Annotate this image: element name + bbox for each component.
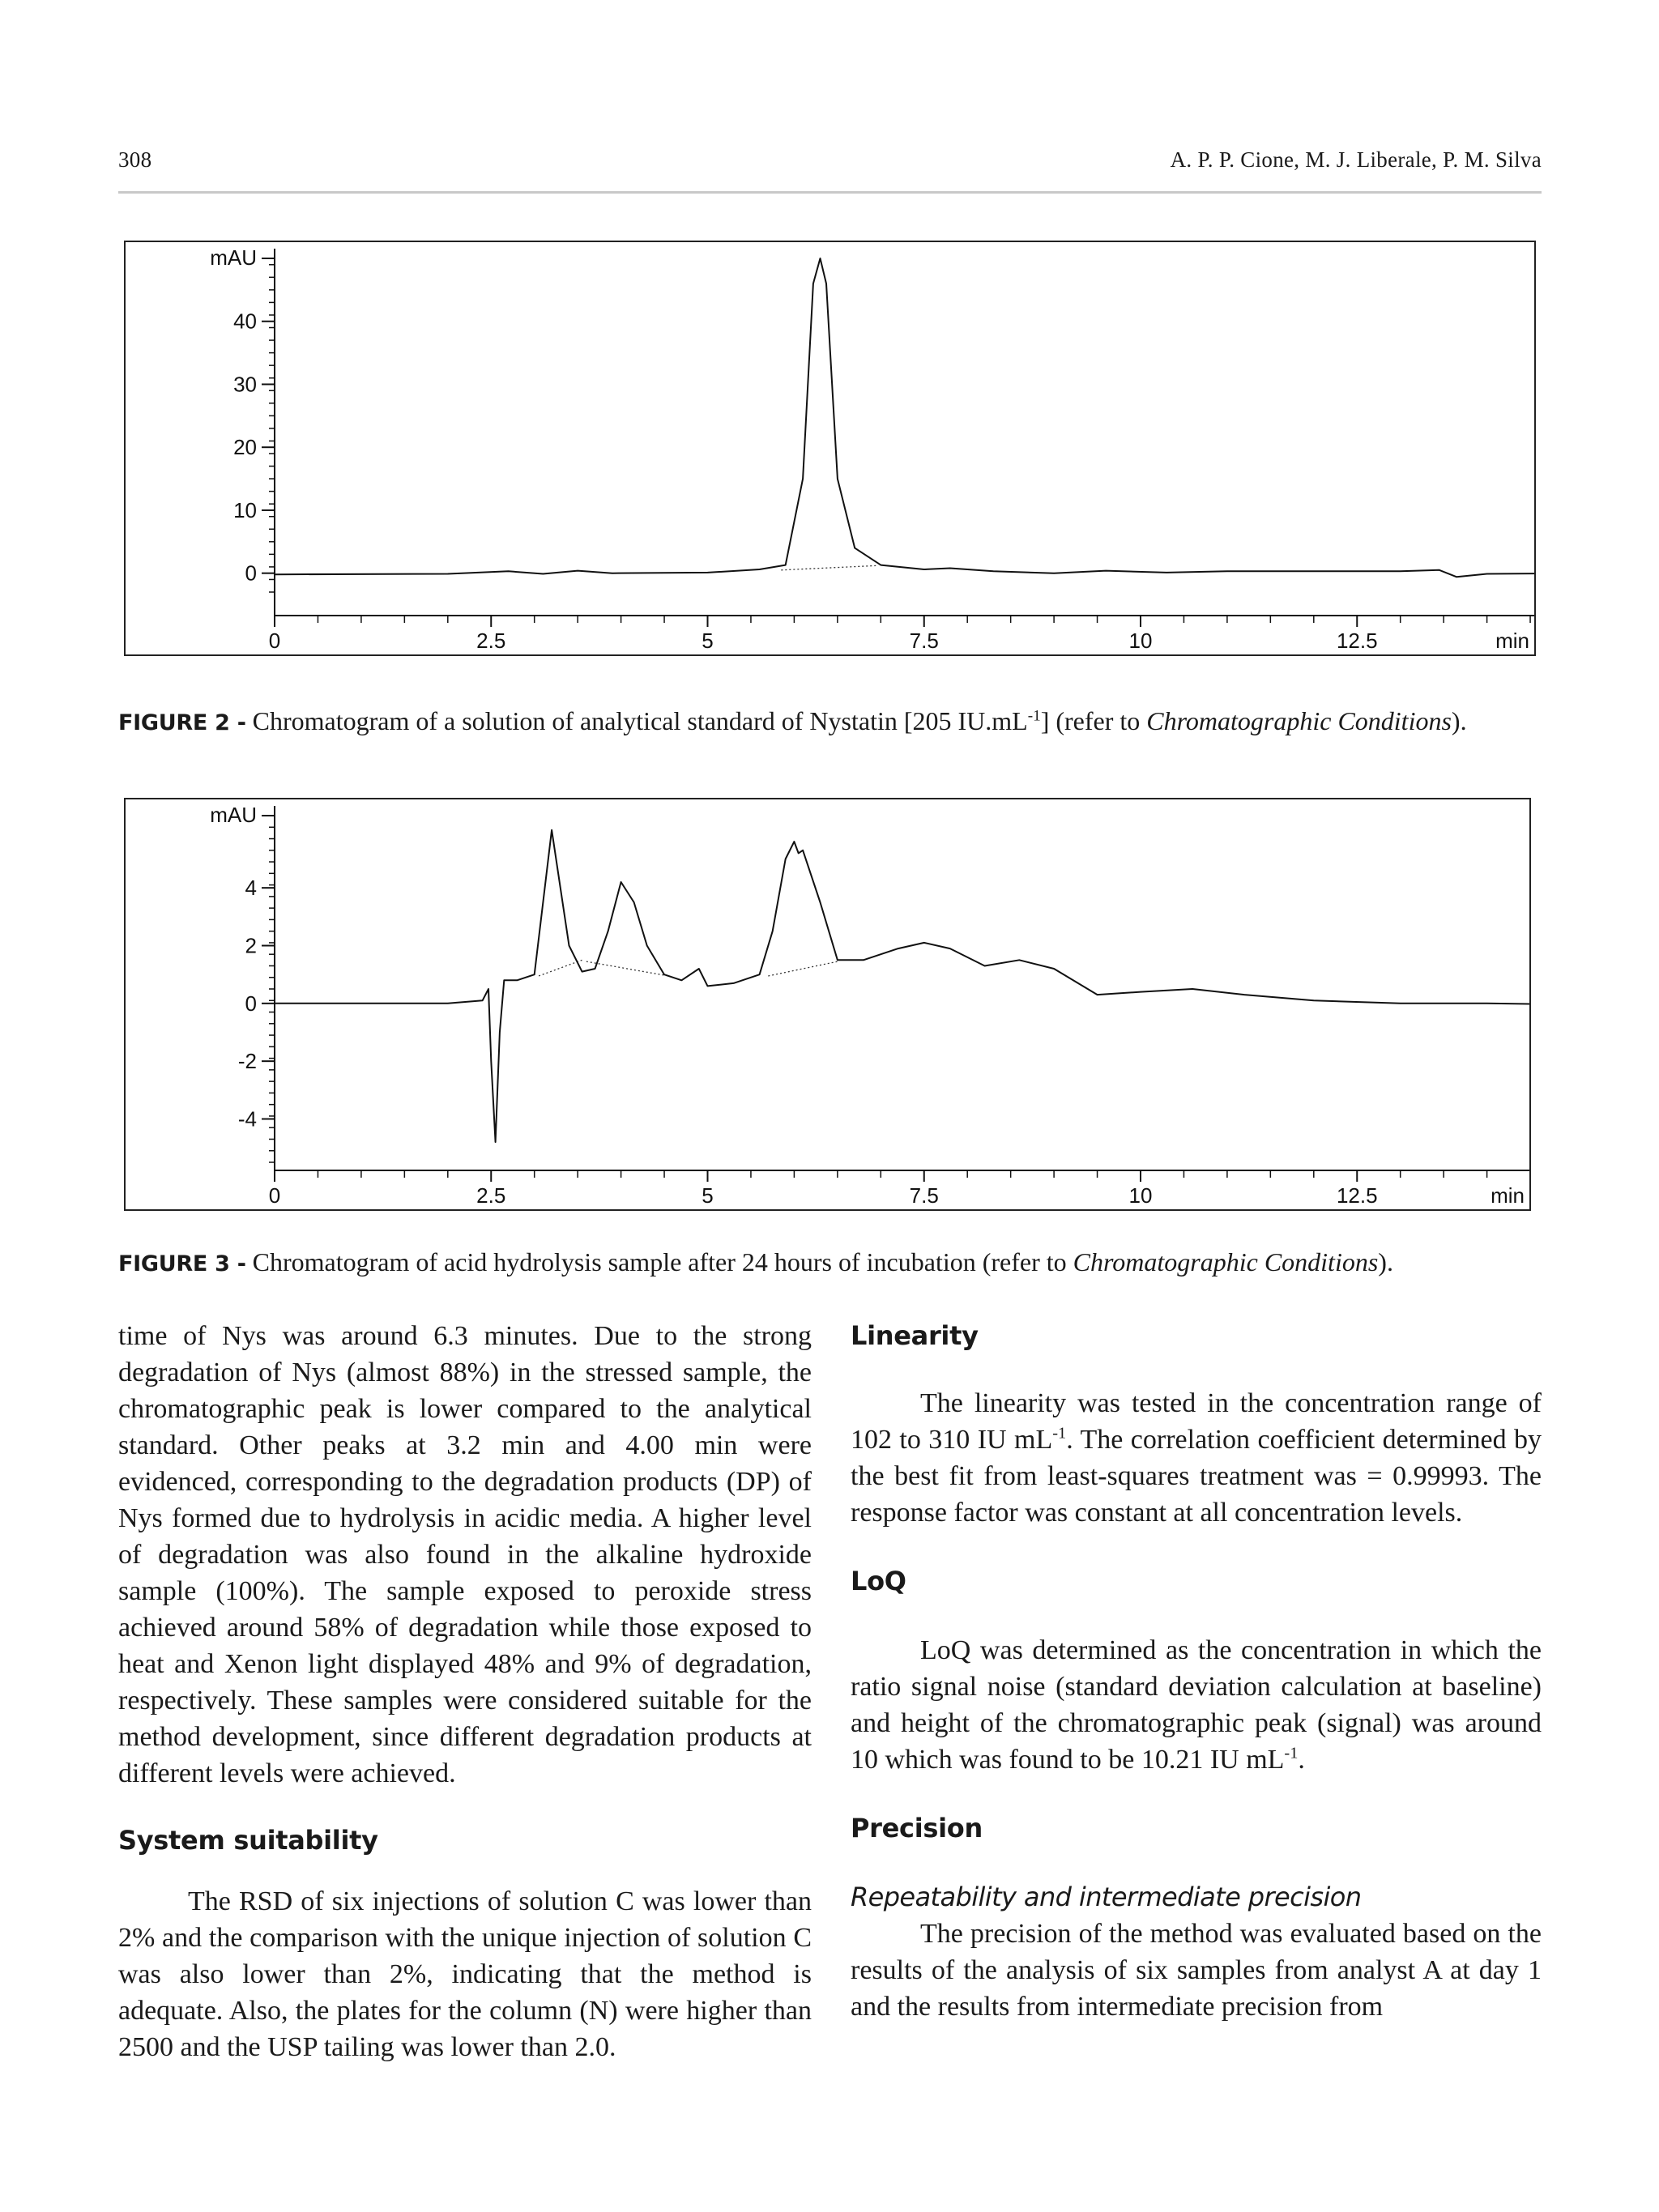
heading-linearity: Linearity	[851, 1320, 979, 1351]
figure-3-caption-end: ).	[1378, 1247, 1393, 1276]
x-tick-label: 2.5	[476, 629, 506, 653]
figure-2-caption-text: Chromatogram of a solution of analytical standard of Nystatin [205 IU.mL	[252, 706, 1028, 735]
y-tick-label: 10	[233, 497, 257, 522]
figure-2-caption-sup: -1	[1027, 707, 1041, 725]
x-tick-label: 12.5	[1336, 629, 1378, 653]
y-tick-label: 0	[245, 560, 257, 586]
x-tick-label: 7.5	[909, 1183, 939, 1208]
integration-baseline	[586, 961, 669, 976]
figure-2-label: FIGURE 2 -	[118, 710, 246, 735]
x-tick-label: 12.5	[1336, 1183, 1378, 1208]
figure-3-caption-text: Chromatogram of acid hydrolysis sample after 24 hours of incubation (refer to	[252, 1247, 1073, 1276]
x-axis-label: min	[1495, 629, 1529, 653]
figure-2-caption-mid: ] (refer to	[1040, 706, 1147, 735]
x-tick-label: 10	[1128, 629, 1153, 653]
linearity-text-a: The linearity was tested in the concentration range of 102 to 310 IU mL	[851, 1388, 1542, 1455]
figure-3-caption	[118, 1246, 1542, 1281]
running-authors: A. P. P. Cione, M. J. Liberale, P. M. Silva	[1170, 147, 1542, 172]
linearity-sup: -1	[1052, 1424, 1067, 1443]
figure-2-plot	[126, 242, 1534, 654]
linearity-paragraph	[851, 1385, 1542, 1531]
x-tick-label: 5	[702, 1183, 714, 1208]
y-axis-label: mAU	[210, 803, 257, 827]
figure-2-chromatogram	[124, 241, 1536, 656]
header-rule	[118, 191, 1542, 194]
loq-text-b: .	[1298, 1745, 1305, 1775]
figure-3-label: FIGURE 3 -	[118, 1251, 246, 1276]
chromatogram-trace	[275, 830, 1529, 1142]
y-tick-label: 2	[245, 933, 257, 958]
heading-system-suitability: System suitability	[118, 1825, 378, 1856]
y-tick-label: 20	[233, 435, 257, 460]
chromatogram-trace	[275, 258, 1534, 577]
figure-2-caption-italic: Chromatographic Conditions	[1146, 706, 1452, 735]
left-paragraph-1: time of Nys was around 6.3 minutes. Due to the strong degradation of Nys (almost 88%) in the stressed sample, the chromatographic peak is lower compared to the analytical standard. Other peaks at 3.2 min and 4.00 min were evidenced, corresponding to the degradation products (DP) of Nys formed due to hydrolysis in acidic media. A higher level of degradation was also found in the alkaline hydroxide sample (100%). The sample exposed to peroxide stress achieved around 58% of degradation while those exposed to heat and Xenon light displayed 48% and 9% of degradation, respectively. These samples were considered suitable for the method development, since different degradation products at different levels were achieved.	[118, 1321, 812, 1788]
y-tick-label: 40	[233, 309, 257, 334]
y-tick-label: -2	[237, 1049, 257, 1074]
y-axis-label: mAU	[210, 245, 257, 270]
x-tick-label: 7.5	[909, 629, 939, 653]
integration-baseline	[768, 961, 838, 976]
x-tick-label: 0	[268, 1183, 281, 1208]
y-tick-label: -4	[237, 1106, 257, 1132]
left-paragraph-2: The RSD of six injections of solution C was lower than 2% and the comparison with the unique injection of solution C was also lower than 2%, indicating that the method is adequate. Also, the plates for the column (N) were higher than 2500 and the USP tailing was lower than 2.0.	[118, 1886, 812, 2062]
loq-sup: -1	[1284, 1744, 1299, 1762]
y-tick-label: 30	[233, 372, 257, 397]
integration-baseline	[781, 565, 876, 569]
page-number: 308	[118, 147, 152, 172]
x-axis-label: min	[1491, 1183, 1525, 1208]
heading-precision: Precision	[851, 1813, 983, 1843]
left-column	[118, 1318, 812, 2065]
x-tick-label: 10	[1128, 1183, 1153, 1208]
x-tick-label: 2.5	[476, 1183, 506, 1208]
y-tick-label: 4	[245, 876, 257, 901]
integration-baseline	[539, 960, 582, 976]
precision-paragraph: The precision of the method was evaluated based on the results of the analysis of six samples from analyst A at day 1 and the results from intermediate precision from	[851, 1919, 1542, 2022]
y-tick-label: 0	[245, 991, 257, 1016]
loq-text-a: LoQ was determined as the concentration in which the ratio signal noise (standard deviation calculation at baseline) and height of the chromatographic peak (signal) was around 10 which was found to be 10.21 IU mL	[851, 1635, 1542, 1775]
figure-3-plot	[126, 799, 1529, 1209]
x-tick-label: 0	[268, 629, 281, 653]
linearity-text-b: . The correlation coefficient determined by the best fit from least-squares treatment was = 0.99993. The response factor was constant at all concentration levels.	[851, 1425, 1542, 1528]
subheading-repeatability: Repeatability and intermediate precision	[851, 1882, 1362, 1912]
x-tick-label: 5	[702, 629, 714, 653]
figure-2-caption	[118, 705, 1542, 739]
figure-3-chromatogram	[124, 798, 1531, 1211]
figure-2-caption-end: ).	[1451, 706, 1467, 735]
loq-paragraph	[851, 1632, 1542, 1778]
right-column	[851, 1318, 1542, 2025]
figure-3-caption-italic: Chromatographic Conditions	[1073, 1247, 1379, 1276]
heading-loq: LoQ	[851, 1566, 906, 1596]
